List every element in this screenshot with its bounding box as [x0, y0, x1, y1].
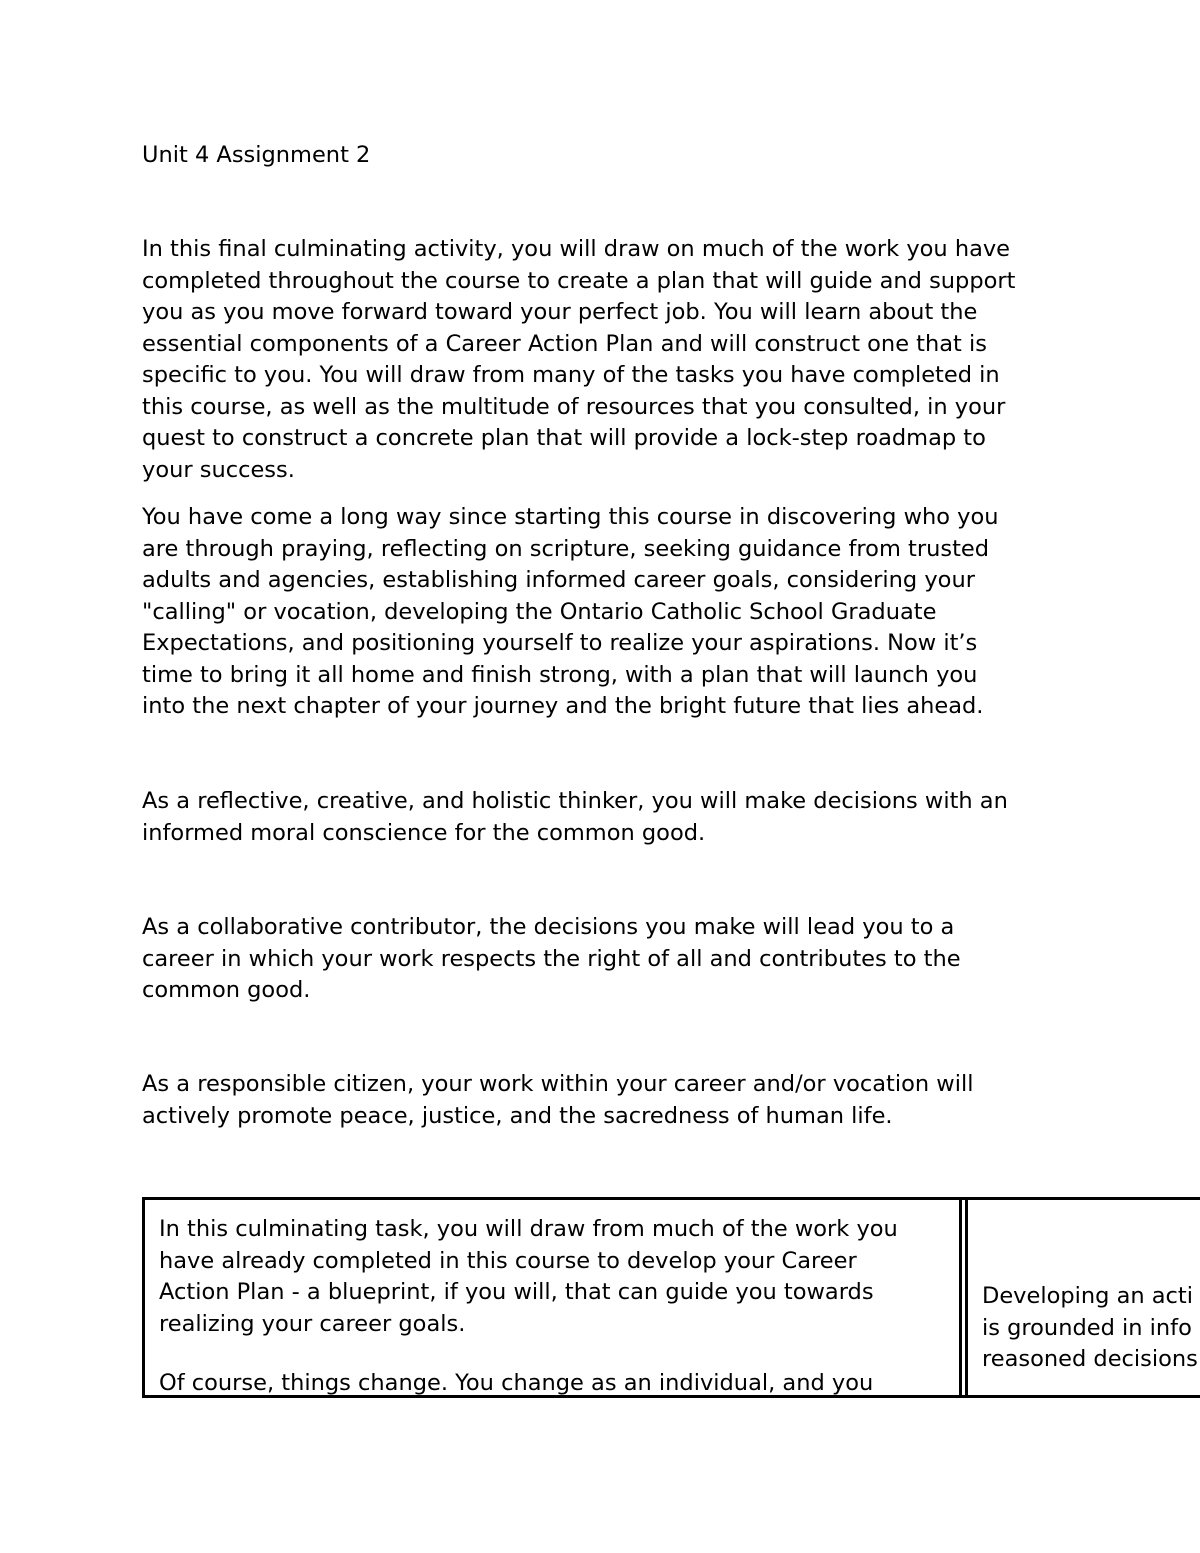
expectation-contributor-paragraph: As a collaborative contributor, the decisions you make will lead you to a career in which your work respects the right of all and contributes to the common good.	[142, 914, 961, 1003]
task-description-paragraph: In this culminating task, you will draw from much of the work you have already completed in this course to develop your Career Action Plan - a blueprint, if you will, that can guide you towards realizing your career goals.	[159, 1216, 898, 1337]
task-table-left-cell	[145, 1200, 962, 1395]
assignment-title: Unit 4 Assignment 2	[142, 142, 371, 168]
task-table-right-cell	[965, 1200, 1200, 1395]
culminating-task-table	[142, 1197, 1200, 1398]
task-right-text: Developing an acti is grounded in info reasoned decisions	[982, 1283, 1198, 1372]
expectation-thinker-paragraph: As a reflective, creative, and holistic thinker, you will make decisions with an informed moral conscience for the common good.	[142, 788, 1008, 846]
expectation-citizen-paragraph: As a responsible citizen, your work within your career and/or vocation will actively promote peace, justice, and the sacredness of human life.	[142, 1071, 974, 1129]
task-change-paragraph: Of course, things change. You change as an individual, and you	[159, 1370, 874, 1396]
journey-paragraph: You have come a long way since starting this course in discovering who you are through praying, reflecting on scripture, seeking guidance from trusted adults and agencies, establishing informed career goals, considering your "calling" or vocation, developing the Ontario Catholic School Graduate Expectations, and positioning yourself to realize your aspirations. Now it’s time to bring it all home and finish strong, with a plan that will launch you into the next chapter of your journey and the bright future that lies ahead.	[142, 504, 999, 719]
intro-paragraph: In this final culminating activity, you will draw on much of the work you have completed throughout the course to create a plan that will guide and support you as you move forward toward your perfect job. You will learn about the essential components of a Career Action Plan and will construct one that is specific to you. You will draw from many of the tasks you have completed in this course, as well as the multitude of resources that you consulted, in your quest to construct a concrete plan that will provide a lock-step roadmap to your success.	[142, 236, 1016, 483]
